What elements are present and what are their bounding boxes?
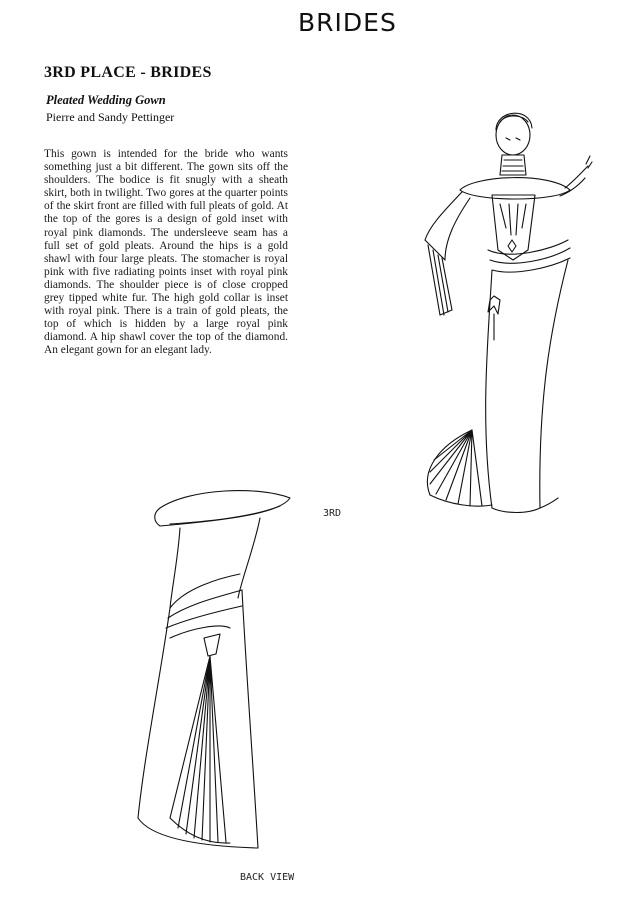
- entry-description: This gown is intended for the bride who wants something just a bit different. The gown sits off the shoulders. The bodice is fit snugly with a sheath skirt, both in twilight. Two gores at the quarter points of the skirt front are filled with full pleats of gold. At the top of the gores is a design of gold inset with royal pink diamonds. The undersleeve seam has a full set of gold pleats. Around the hips is a gold shawl with four large pleats. The stomacher is royal pink with five radiating points inset with royal pink diamonds. The shoulder piece is of close cropped grey tipped white fur. The high gold collar is inset with royal pink. There is a train of gold pleats, the top of which is hidden by a large royal pink diamond. A hip shawl cover the top of the diamond. An elegant gown for an elegant lady.: [44, 148, 288, 357]
- entry-title: Pleated Wedding Gown: [46, 93, 166, 107]
- back-view-illustration: [130, 478, 300, 858]
- section-title: BRIDES: [298, 8, 397, 37]
- entry-designers: Pierre and Sandy Pettinger: [46, 110, 175, 124]
- back-view-caption: BACK VIEW: [240, 872, 295, 883]
- front-view-caption: 3RD: [323, 508, 342, 519]
- entry-heading: 3RD PLACE - BRIDES: [44, 64, 212, 81]
- front-view-illustration: [400, 100, 590, 520]
